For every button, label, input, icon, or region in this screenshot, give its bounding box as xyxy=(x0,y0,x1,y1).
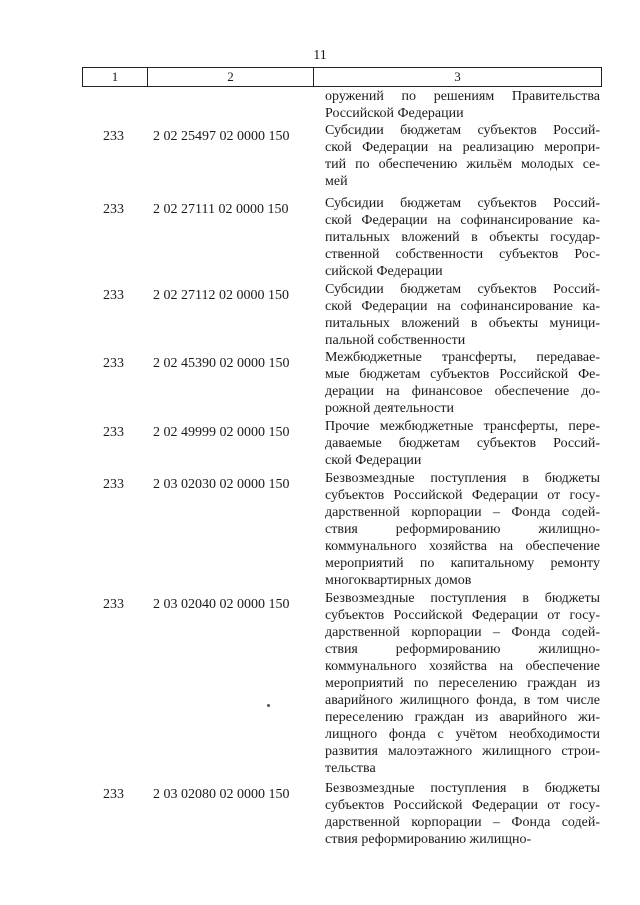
description-line: ской Федерации на реализацию меропри- xyxy=(325,140,600,155)
admin-code-cell: 233 xyxy=(103,356,124,371)
table-header xyxy=(82,67,602,87)
description-line: рожной деятельности xyxy=(325,401,454,416)
budget-code-cell: 2 03 02040 02 0000 150 xyxy=(153,597,290,612)
description-line: Межбюджетные трансферты, передавае- xyxy=(325,350,600,365)
description-line: субъектов Российской Федерации от госу- xyxy=(325,608,600,623)
description-line: Субсидии бюджетам субъектов Россий- xyxy=(325,196,600,211)
budget-code-cell: 2 03 02030 02 0000 150 xyxy=(153,477,290,492)
description-line: Субсидии бюджетам субъектов Россий- xyxy=(325,123,600,138)
description-line: питальных вложений в объекты государ- xyxy=(325,230,600,245)
description-line: мероприятий по переселению граждан из xyxy=(325,676,600,691)
description-line: ствия реформированию жилищно- xyxy=(325,522,600,537)
budget-code-cell: 2 02 27112 02 0000 150 xyxy=(153,288,289,303)
description-line: лищного фонда с учётом необходимости xyxy=(325,727,600,742)
description-cell xyxy=(325,88,600,122)
description-cell xyxy=(325,418,600,469)
description-line: ствия реформированию жилищно- xyxy=(325,642,600,657)
admin-code-cell: 233 xyxy=(103,477,124,492)
budget-code-cell: 2 02 49999 02 0000 150 xyxy=(153,425,290,440)
description-line: ственной собственности субъектов Рос- xyxy=(325,247,600,262)
budget-code-cell: 2 02 45390 02 0000 150 xyxy=(153,356,290,371)
admin-code-cell: 233 xyxy=(103,288,124,303)
description-cell xyxy=(325,349,600,417)
description-line: аварийного жилищного фонда, в том числе xyxy=(325,693,600,708)
description-line: мей xyxy=(325,174,348,189)
description-line: мероприятий по капитальному ремонту xyxy=(325,556,600,571)
description-cell xyxy=(325,281,600,349)
admin-code-cell: 233 xyxy=(103,129,124,144)
description-line: оружений по решениям Правительства xyxy=(325,89,600,104)
admin-code-cell: 233 xyxy=(103,425,124,440)
description-line: питальных вложений в объекты муници- xyxy=(325,316,600,331)
description-line: пальной собственности xyxy=(325,333,466,348)
page-number: 11 xyxy=(313,48,327,63)
budget-code-cell: 2 03 02080 02 0000 150 xyxy=(153,787,290,802)
description-line: дерации на финансовое обеспечение до- xyxy=(325,384,600,399)
description-line: коммунального хозяйства на обеспечение xyxy=(325,659,600,674)
admin-code-cell: 233 xyxy=(103,202,124,217)
description-line: развития малоэтажного жилищного строи- xyxy=(325,744,600,759)
description-line: дарственной корпорации – Фонда содей- xyxy=(325,625,600,640)
column-header-3: 3 xyxy=(454,69,461,84)
column-header-2: 2 xyxy=(148,68,314,86)
description-cell xyxy=(325,195,600,280)
description-line: Прочие межбюджетные трансферты, пере- xyxy=(325,419,600,434)
description-line: субъектов Российской Федерации от госу- xyxy=(325,488,600,503)
description-line: Безвозмездные поступления в бюджеты xyxy=(325,591,600,606)
description-line: Безвозмездные поступления в бюджеты xyxy=(325,471,600,486)
description-line: Безвозмездные поступления в бюджеты xyxy=(325,781,600,796)
budget-code-cell: 2 02 25497 02 0000 150 xyxy=(153,129,290,144)
description-line: мые бюджетам субъектов Российской Фе- xyxy=(325,367,600,382)
scan-speck xyxy=(267,704,270,707)
description-line: сийской Федерации xyxy=(325,264,443,279)
description-line: Российской Федерации xyxy=(325,106,464,121)
description-cell xyxy=(325,590,600,777)
budget-code-cell: 2 02 27111 02 0000 150 xyxy=(153,202,289,217)
description-line: ской Федерации на софинансирование ка- xyxy=(325,299,600,314)
description-cell xyxy=(325,122,600,190)
description-line: ской Федерации на софинансирование ка- xyxy=(325,213,600,228)
description-line: переселению граждан из аварийного жи- xyxy=(325,710,600,725)
description-cell xyxy=(325,470,600,589)
description-line: коммунального хозяйства на обеспечение xyxy=(325,539,600,554)
description-line: ствия реформированию жилищно- xyxy=(325,832,532,847)
admin-code-cell: 233 xyxy=(103,597,124,612)
description-line: тий по обеспечению жильём молодых се- xyxy=(325,157,600,172)
admin-code-cell: 233 xyxy=(103,787,124,802)
description-line: дарственной корпорации – Фонда содей- xyxy=(325,505,600,520)
description-line: дарственной корпорации – Фонда содей- xyxy=(325,815,600,830)
description-line: субъектов Российской Федерации от госу- xyxy=(325,798,600,813)
description-line: многоквартирных домов xyxy=(325,573,472,588)
description-line: даваемые бюджетам субъектов Россий- xyxy=(325,436,600,451)
description-line: тельства xyxy=(325,761,376,776)
description-cell xyxy=(325,780,600,848)
description-line: Субсидии бюджетам субъектов Россий- xyxy=(325,282,600,297)
column-header-1: 1 xyxy=(83,68,148,86)
description-line: ской Федерации xyxy=(325,453,422,468)
